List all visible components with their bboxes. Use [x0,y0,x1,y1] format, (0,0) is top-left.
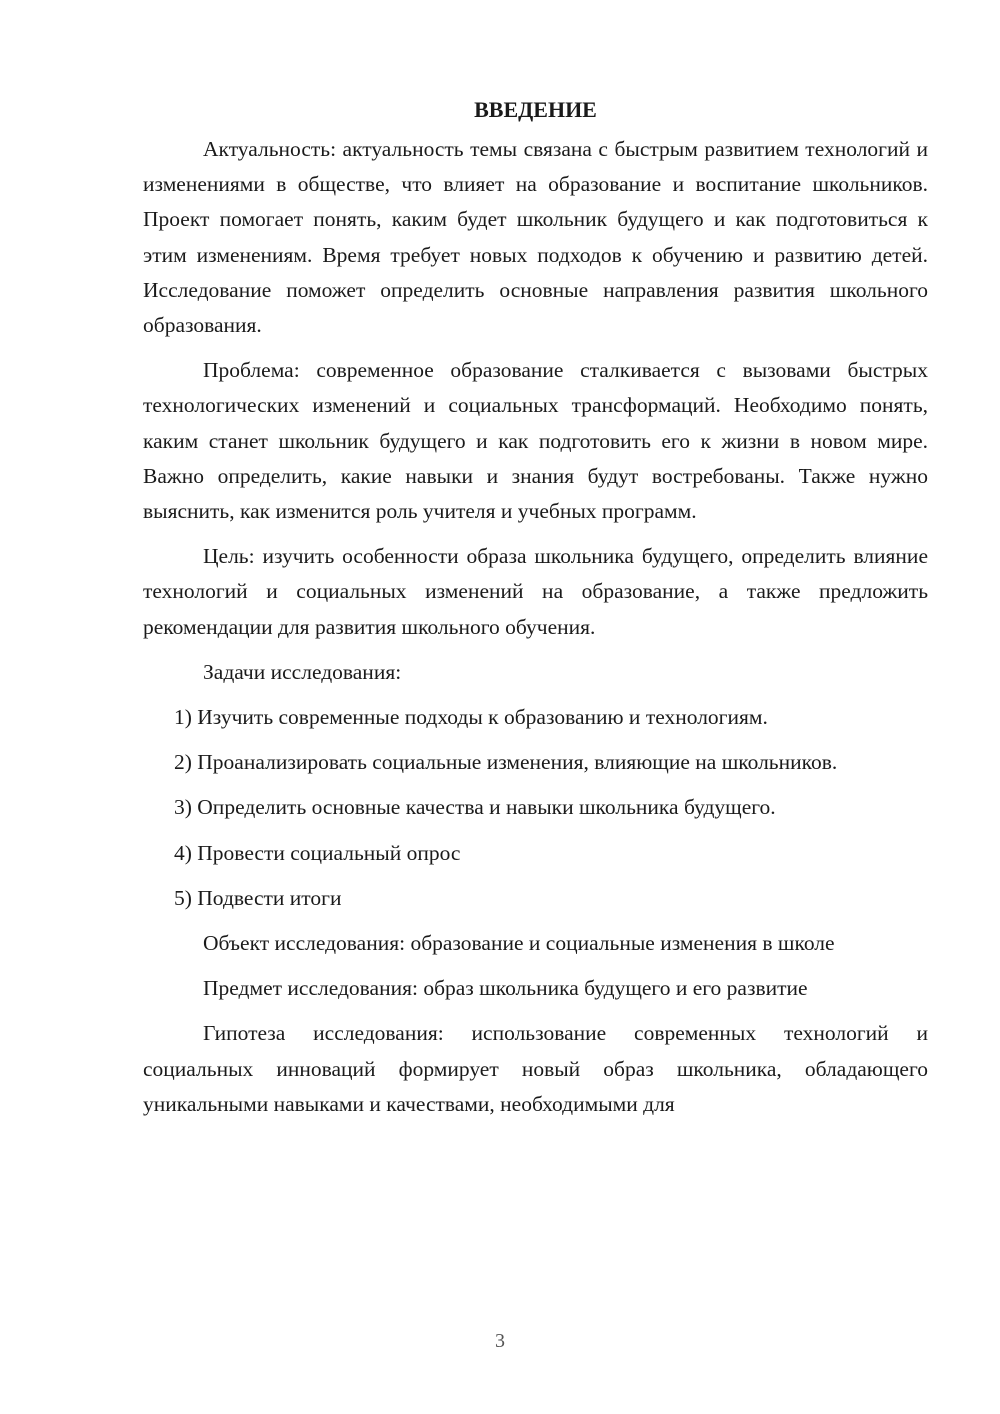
page-title: ВВЕДЕНИЕ [474,97,597,122]
task-item: 1) Изучить современные подходы к образованию и технологиям. [174,705,768,730]
page-content [143,92,928,1122]
task-item: 2) Проанализировать социальные изменения, влияющие на школьников. [174,750,838,775]
paragraph-subject: Предмет исследования: образ школьника будущего и его развитие [203,976,808,1001]
tasks-heading: Задачи исследования: [203,659,402,684]
page-number: 3 [495,1330,505,1352]
paragraph-problem: Проблема: современное образование сталкивается с вызовами быстрых технологических изменений и социальных трансформаций. Необходимо понять, каким станет школьник будущего и как подготовить его к жизни в новом мире. Важно определить, какие навыки и знания будут востребованы. Также нужно выяснить, как изменится роль учителя и учебных программ. [143,358,928,524]
task-item: 4) Провести социальный опрос [174,840,461,865]
paragraph-goal: Цель: изучить особенности образа школьника будущего, определить влияние технологий и социальных изменений на образование, а также предложить рекомендации для развития школьного обучения. [143,544,928,639]
task-item: 5) Подвести итоги [174,885,342,910]
paragraph-object: Объект исследования: образование и социальные изменения в школе [203,931,835,956]
paragraph-relevance: Актуальность: актуальность темы связана с быстрым развитием технологий и изменениями в обществе, что влияет на образование и воспитание школьников. Проект помогает понять, каким будет школьник будущего и как подготовиться к этим изменениям. Время требует новых подходов к обучению и развитию детей. Исследование поможет определить основные направления развития школьного образования. [143,137,928,338]
paragraph-hypothesis: Гипотеза исследования: использование современных технологий и социальных инноваций формирует новый образ школьника, обладающего уникальными навыками и качествами, необходимыми для [143,1021,928,1116]
task-item: 3) Определить основные качества и навыки школьника будущего. [174,795,776,820]
